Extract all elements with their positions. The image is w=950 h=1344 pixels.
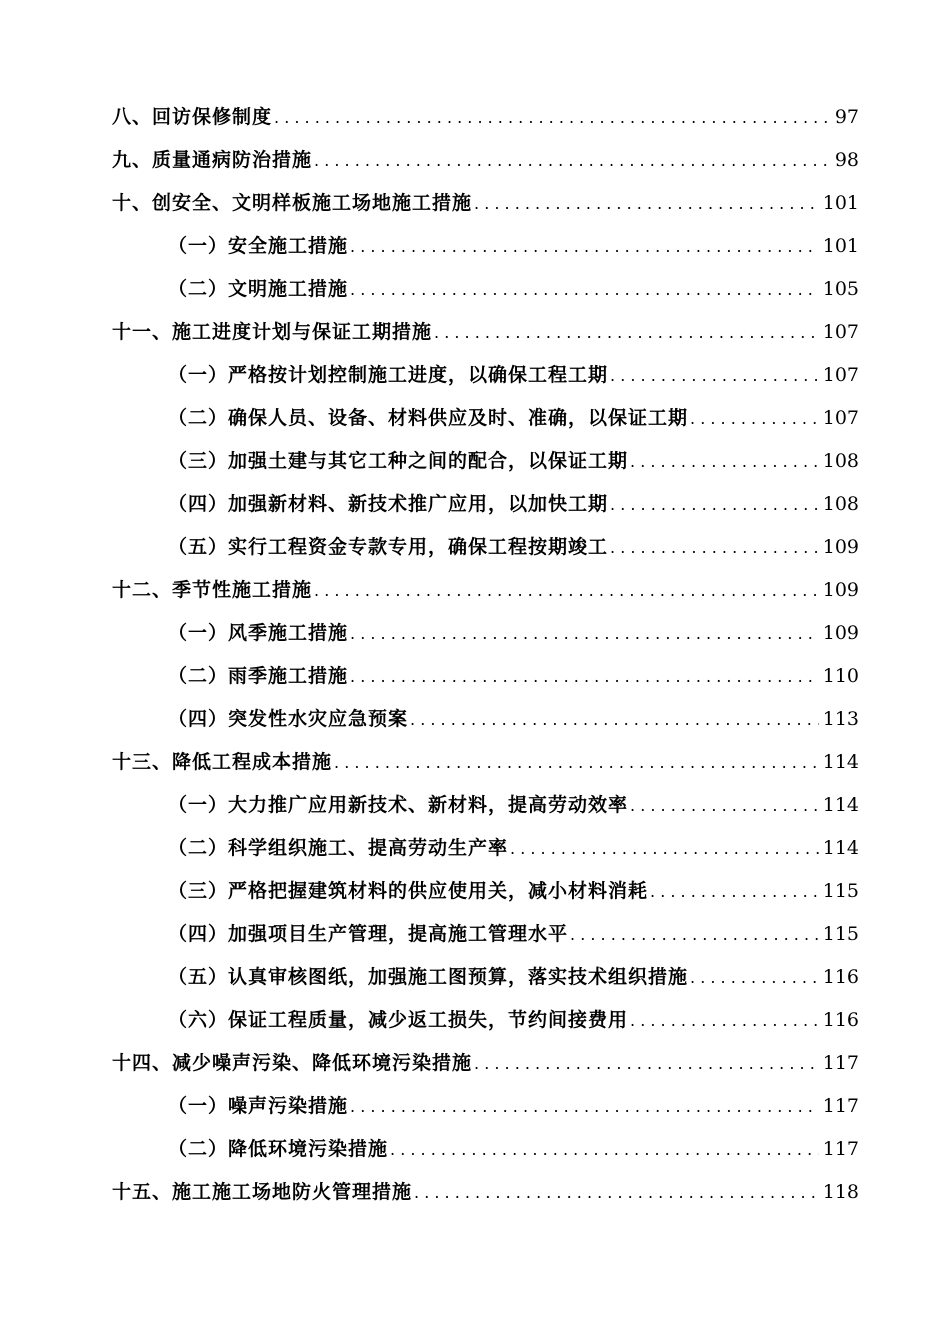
dot-leader [610, 526, 819, 569]
toc-entry[interactable] [112, 612, 859, 655]
toc-entry-title: （二）科学组织施工、提高劳动生产率 [168, 837, 509, 859]
table-of-contents [112, 96, 859, 1214]
toc-entry[interactable] [112, 268, 859, 311]
toc-entry-title: （三）严格把握建筑材料的供应使用关，减小材料消耗 [168, 880, 649, 902]
dot-leader [610, 354, 819, 397]
toc-entry-page: 117 [822, 1138, 859, 1160]
toc-entry-page: 107 [822, 321, 859, 343]
dot-leader [610, 483, 819, 526]
dot-leader [570, 913, 819, 956]
toc-entry[interactable] [112, 225, 859, 268]
toc-entry-title: （一）严格按计划控制施工进度，以确保工程工期 [168, 364, 609, 386]
toc-entry[interactable] [112, 1042, 859, 1085]
dot-leader [690, 956, 819, 999]
dot-leader [650, 870, 819, 913]
toc-entry-page: 109 [822, 579, 859, 601]
toc-entry-page: 114 [822, 751, 859, 773]
toc-entry-title: （五）实行工程资金专款专用，确保工程按期竣工 [168, 536, 609, 558]
toc-entry-page: 118 [822, 1181, 859, 1203]
toc-entry-title: （二）确保人员、设备、材料供应及时、准确，以保证工期 [168, 407, 689, 429]
toc-entry-title: （五）认真审核图纸，加强施工图预算，落实技术组织措施 [168, 966, 689, 988]
toc-entry-page: 117 [822, 1095, 859, 1117]
toc-entry-title: （二）文明施工措施 [168, 278, 349, 300]
dot-leader [414, 1171, 819, 1214]
toc-entry[interactable] [112, 311, 859, 354]
toc-entry[interactable] [112, 440, 859, 483]
toc-entry-page: 115 [822, 923, 859, 945]
toc-entry-title: （四）加强新材料、新技术推广应用，以加快工期 [168, 493, 609, 515]
toc-entry[interactable] [112, 569, 859, 612]
toc-entry-title: 十一、施工进度计划与保证工期措施 [112, 321, 433, 343]
toc-entry-page: 107 [822, 407, 859, 429]
toc-entry-page: 116 [822, 1009, 859, 1031]
toc-entry-page: 116 [822, 966, 859, 988]
dot-leader [474, 1042, 819, 1085]
toc-entry[interactable] [112, 1085, 859, 1128]
toc-entry-title: （四）突发性水灾应急预案 [168, 708, 409, 730]
toc-entry[interactable] [112, 784, 859, 827]
toc-entry[interactable] [112, 96, 859, 139]
toc-entry-page: 107 [822, 364, 859, 386]
toc-entry-page: 98 [834, 149, 859, 171]
dot-leader [434, 311, 819, 354]
toc-entry[interactable] [112, 827, 859, 870]
toc-entry-page: 97 [834, 106, 859, 128]
toc-entry-title: （一）安全施工措施 [168, 235, 349, 257]
toc-entry-title: 十五、施工施工场地防火管理措施 [112, 1181, 413, 1203]
toc-entry-page: 117 [822, 1052, 859, 1074]
toc-entry-page: 108 [822, 493, 859, 515]
toc-entry-title: （二）降低环境污染措施 [168, 1138, 389, 1160]
toc-entry[interactable] [112, 526, 859, 569]
toc-entry-title: 十二、季节性施工措施 [112, 579, 313, 601]
toc-entry[interactable] [112, 698, 859, 741]
dot-leader [474, 182, 819, 225]
toc-entry-page: 109 [822, 536, 859, 558]
dot-leader [350, 268, 819, 311]
toc-entry-title: （一）风季施工措施 [168, 622, 349, 644]
toc-entry-page: 110 [822, 665, 859, 687]
dot-leader [630, 784, 819, 827]
dot-leader [630, 999, 819, 1042]
toc-entry-page: 101 [822, 192, 859, 214]
toc-entry[interactable] [112, 999, 859, 1042]
toc-entry-page: 115 [822, 880, 859, 902]
toc-entry-title: 十、创安全、文明样板施工场地施工措施 [112, 192, 473, 214]
toc-entry[interactable] [112, 354, 859, 397]
dot-leader [350, 225, 819, 268]
toc-entry[interactable] [112, 741, 859, 784]
dot-leader [334, 741, 819, 784]
dot-leader [350, 655, 819, 698]
toc-entry[interactable] [112, 870, 859, 913]
dot-leader [410, 698, 819, 741]
dot-leader [690, 397, 819, 440]
toc-entry-page: 108 [822, 450, 859, 472]
dot-leader [314, 569, 819, 612]
toc-entry-title: （一）噪声污染措施 [168, 1095, 349, 1117]
toc-entry[interactable] [112, 913, 859, 956]
toc-entry[interactable] [112, 655, 859, 698]
dot-leader [390, 1128, 819, 1171]
toc-entry-title: 十四、减少噪声污染、降低环境污染措施 [112, 1052, 473, 1074]
toc-entry-page: 114 [822, 794, 859, 816]
toc-entry-title: （二）雨季施工措施 [168, 665, 349, 687]
toc-entry[interactable] [112, 1171, 859, 1214]
toc-entry-title: （六）保证工程质量，减少返工损失，节约间接费用 [168, 1009, 629, 1031]
dot-leader [630, 440, 819, 483]
toc-entry[interactable] [112, 956, 859, 999]
dot-leader [274, 96, 831, 139]
toc-entry[interactable] [112, 397, 859, 440]
dot-leader [350, 612, 819, 655]
toc-entry-page: 114 [822, 837, 859, 859]
toc-entry-title: （三）加强土建与其它工种之间的配合，以保证工期 [168, 450, 629, 472]
toc-entry[interactable] [112, 483, 859, 526]
toc-entry[interactable] [112, 182, 859, 225]
toc-entry-title: 九、质量通病防治措施 [112, 149, 313, 171]
toc-entry-page: 105 [822, 278, 859, 300]
dot-leader [350, 1085, 819, 1128]
toc-entry-title: （一）大力推广应用新技术、新材料，提高劳动效率 [168, 794, 629, 816]
toc-entry-page: 113 [822, 708, 859, 730]
toc-entry-title: 十三、降低工程成本措施 [112, 751, 333, 773]
dot-leader [510, 827, 819, 870]
toc-entry-page: 109 [822, 622, 859, 644]
toc-entry[interactable] [112, 139, 859, 182]
toc-entry-title: 八、回访保修制度 [112, 106, 273, 128]
toc-entry[interactable] [112, 1128, 859, 1171]
toc-entry-page: 101 [822, 235, 859, 257]
dot-leader [314, 139, 831, 182]
toc-entry-title: （四）加强项目生产管理，提高施工管理水平 [168, 923, 569, 945]
